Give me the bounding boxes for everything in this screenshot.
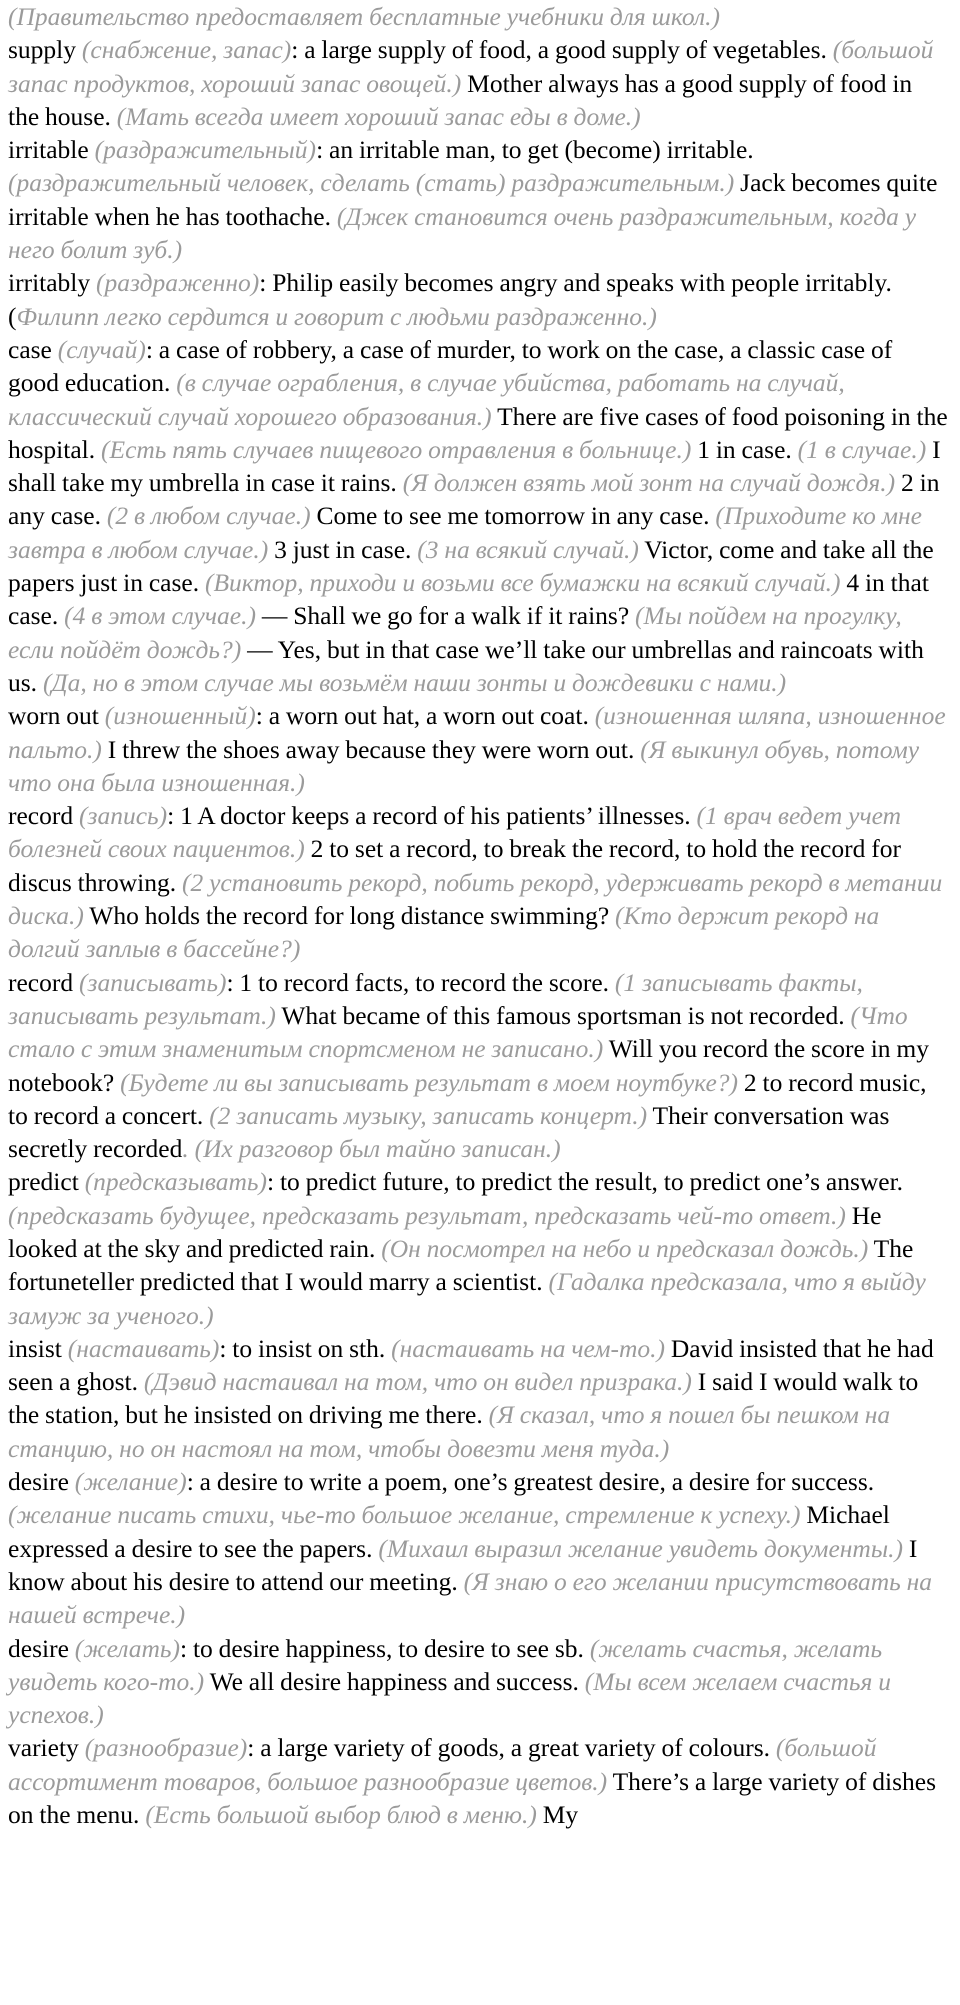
english-text: 4 in that case. — [8, 568, 929, 631]
russian-translation: (Я должен взять мой зонт на случай дождя.) — [402, 468, 896, 498]
vocabulary-entry — [8, 966, 948, 1166]
english-text: insist — [8, 1333, 68, 1363]
russian-translation: (запись) — [79, 801, 168, 831]
russian-translation: (Правительство предоставляет бесплатные учебники для школ.) — [8, 2, 720, 31]
english-text: — Shall we go for a walk if it rains? — [255, 601, 636, 631]
english-text: 3 just in case. — [268, 534, 418, 564]
russian-translation: (разнообразие) — [84, 1733, 248, 1763]
english-text: : a case of robbery, a case of murder, to work on the case, a classic case of good education. — [8, 334, 893, 398]
russian-translation: (желать счастья, желать увидеть кого-то.) — [8, 1633, 883, 1696]
russian-translation: . (Их разговор был тайно записан.) — [182, 1134, 561, 1164]
english-text: irritably — [8, 268, 97, 298]
russian-translation: (Есть большой выбор блюд в меню.) — [145, 1800, 537, 1830]
russian-translation: (Мы всем желаем счастья и успехов.) — [8, 1666, 891, 1730]
english-text: Who holds the record for long distance swimming? — [83, 901, 616, 931]
english-text: supply — [8, 35, 82, 65]
english-text: worn out — [8, 701, 105, 731]
english-text: predict — [8, 1167, 85, 1197]
english-text: I said I would walk to the station, but he insisted on driving me there. — [8, 1367, 919, 1430]
russian-translation: (Приходите ко мне завтра в любом случае.) — [8, 501, 922, 564]
english-text: My — [536, 1800, 579, 1830]
english-text: He looked at the sky and predicted rain. — [8, 1200, 882, 1263]
russian-translation: (Мы пойдем на прогулку, если пойдёт дождь?) — [8, 601, 902, 664]
russian-translation: (Есть пять случаев пищевого отравления в больнице.) — [101, 434, 692, 464]
russian-translation: (2 записать музыку, записать концерт.) — [209, 1100, 648, 1130]
russian-translation: (большой запас продуктов, хороший запас овощей.) — [8, 35, 934, 98]
english-text: : a desire to write a poem, one’s greatest desire, a desire for success. — [186, 1467, 875, 1497]
russian-translation: (Я сказал, что я пошел бы пешком на станцию, но он настоял на том, чтобы довезти меня туда.) — [8, 1400, 891, 1463]
russian-translation: (настаивать) — [67, 1333, 220, 1363]
english-text: : a large supply of food, a good supply of vegetables. — [291, 35, 833, 65]
english-text: irritable — [8, 135, 95, 165]
english-text: What became of this famous sportsman is not recorded. — [275, 1000, 851, 1030]
english-text: 2 to record music, to record a concert. — [8, 1067, 927, 1130]
vocabulary-entry — [8, 1332, 948, 1465]
vocabulary-entry — [8, 333, 948, 699]
russian-translation: (4 в этом случае.) — [64, 601, 256, 631]
english-text: Will you record the score in my notebook? — [8, 1034, 930, 1097]
english-text: variety — [8, 1733, 85, 1763]
russian-translation: (3 на всякий случай.) — [417, 534, 639, 564]
vocabulary-entry — [8, 133, 948, 266]
vocabulary-entry — [8, 1731, 948, 1831]
vocabulary-entry — [8, 1165, 948, 1331]
vocabulary-entry — [8, 699, 948, 799]
russian-translation: (предсказать будущее, предсказать результат, предсказать чей-то ответ.) — [8, 1200, 846, 1230]
english-text: Victor, come and take all the papers just in case. — [8, 534, 934, 598]
english-text: Jack becomes quite irritable when he has toothache. — [8, 168, 938, 231]
russian-translation: Филипп легко сердится и говорит с людьми раздраженно.) — [16, 301, 657, 331]
russian-translation: (желать) — [74, 1633, 181, 1663]
english-text: 2 to set a record, to break the record, to hold the record for discus throwing. — [8, 834, 901, 897]
english-text: Come to see me tomorrow in any case. — [310, 501, 716, 531]
english-text: : to desire happiness, to desire to see sb. — [180, 1633, 590, 1663]
english-text: desire — [8, 1633, 75, 1663]
russian-translation: (Дэвид настаивал на том, что он видел призрака.) — [143, 1367, 692, 1397]
russian-translation: (2 в любом случае.) — [106, 501, 311, 531]
english-text: : an irritable man, to get (become) irritable. — [316, 135, 754, 165]
english-text: : 1 to record facts, to record the score. — [226, 967, 615, 997]
english-text: : 1 A doctor keeps a record of his patients’ illnesses. — [167, 801, 697, 831]
russian-translation: (раздраженно) — [96, 268, 260, 298]
russian-translation: (Будете ли вы записывать результат в моем ноутбуке?) — [120, 1067, 739, 1097]
vocabulary-entry — [8, 33, 948, 133]
english-text: There are five cases of food poisoning in the hospital. — [8, 401, 948, 464]
english-text: 1 in case. — [691, 434, 798, 464]
russian-translation: (большой ассортимент товаров, большое разнообразие цветов.) — [8, 1733, 877, 1796]
english-text: The fortuneteller predicted that I would marry a scientist. — [8, 1233, 914, 1297]
english-text: I threw the shoes away because they were worn out. — [101, 734, 641, 764]
english-text: — Yes, but in that case we’ll take our umbrellas and raincoats with us. — [8, 634, 924, 697]
english-text: I shall take my umbrella in case it rains. — [8, 434, 941, 498]
vocabulary-entry — [8, 799, 948, 965]
english-text: We all desire happiness and success. — [204, 1666, 585, 1696]
russian-translation: (раздражительный человек, сделать (стать) раздражительным.) — [8, 168, 735, 198]
russian-translation: (изношенная шляпа, изношенное пальто.) — [8, 701, 946, 764]
russian-translation: (Гадалка предсказала, что я выйду замуж за ученого.) — [8, 1267, 926, 1330]
russian-translation: (Михаил выразил желание увидеть документы.) — [378, 1533, 903, 1563]
english-text: Their conversation was secretly recorded — [8, 1100, 890, 1164]
vocabulary-entry — [8, 266, 948, 333]
english-text: : a worn out hat, a worn out coat. — [255, 701, 595, 731]
russian-translation: (Я выкинул обувь, потому что она была изношенная.) — [8, 734, 920, 797]
english-text: I know about his desire to attend our meeting. — [8, 1533, 918, 1596]
russian-translation: (желание) — [74, 1467, 187, 1497]
vocabulary-entry — [8, 1632, 948, 1732]
english-text: record — [8, 967, 79, 997]
english-text: : to insist on sth. — [219, 1333, 392, 1363]
russian-translation: (1 врач ведет учет болезней своих пациентов.) — [8, 801, 902, 864]
russian-translation: (1 в случае.) — [797, 434, 927, 464]
russian-translation: (1 записывать факты, записывать результат.) — [8, 967, 863, 1030]
russian-translation: (Я знаю о его желании присутствовать на нашей встрече.) — [8, 1566, 933, 1630]
russian-translation: (Да, но в этом случае мы возьмём наши зонты и дождевики с нами.) — [42, 667, 787, 697]
english-text: : to predict future, to predict the result, to predict one’s answer. — [267, 1167, 904, 1197]
russian-translation: (Джек становится очень раздражительным, когда у него болит зуб.) — [8, 201, 917, 265]
russian-translation: (предсказывать) — [84, 1167, 267, 1197]
russian-translation: (Виктор, приходи и возьми все бумажки на всякий случай.) — [204, 568, 841, 598]
russian-translation: (случай) — [57, 334, 146, 364]
vocabulary-entry — [8, 1465, 948, 1631]
english-text: 2 in any case. — [8, 468, 940, 531]
russian-translation: (2 установить рекорд, побить рекорд, удерживать рекорд в метании диска.) — [8, 867, 943, 931]
russian-translation: (снабжение, запас) — [81, 35, 292, 65]
russian-translation: (желание писать стихи, чье-то большое желание, стремление к успеху.) — [8, 1500, 801, 1530]
russian-translation: (записывать) — [79, 967, 227, 997]
english-text: David insisted that he had seen a ghost. — [8, 1333, 934, 1397]
russian-translation: (в случае ограбления, в случае убийства, работать на случай, классический случай хорошего образования.) — [8, 368, 845, 431]
english-text: Michael expressed a desire to see the papers. — [8, 1500, 890, 1563]
vocabulary-document — [8, 0, 948, 1831]
russian-translation: (Что стало с этим знаменитым спортсменом не записано.) — [8, 1000, 908, 1064]
vocabulary-entry — [8, 0, 948, 33]
russian-translation: (раздражительный) — [94, 135, 317, 165]
russian-translation: (настаивать на чем-то.) — [391, 1333, 666, 1363]
english-text: : a large variety of goods, a great variety of colours. — [247, 1733, 776, 1763]
english-text: There’s a large variety of dishes on the menu. — [8, 1766, 937, 1830]
russian-translation: (Он посмотрел на небо и предсказал дождь.) — [381, 1233, 869, 1263]
english-text: Mother always has a good supply of food in the house. — [8, 68, 913, 131]
english-text: desire — [8, 1467, 75, 1497]
english-text: : Philip easily becomes angry and speaks with people irritably. ( — [8, 268, 892, 331]
russian-translation: (Кто держит рекорд на долгий заплыв в бассейне?) — [8, 901, 880, 964]
english-text: record — [8, 801, 79, 831]
russian-translation: (Мать всегда имеет хороший запас еды в доме.) — [116, 101, 641, 131]
russian-translation: (изношенный) — [104, 701, 256, 731]
english-text: case — [8, 334, 58, 364]
